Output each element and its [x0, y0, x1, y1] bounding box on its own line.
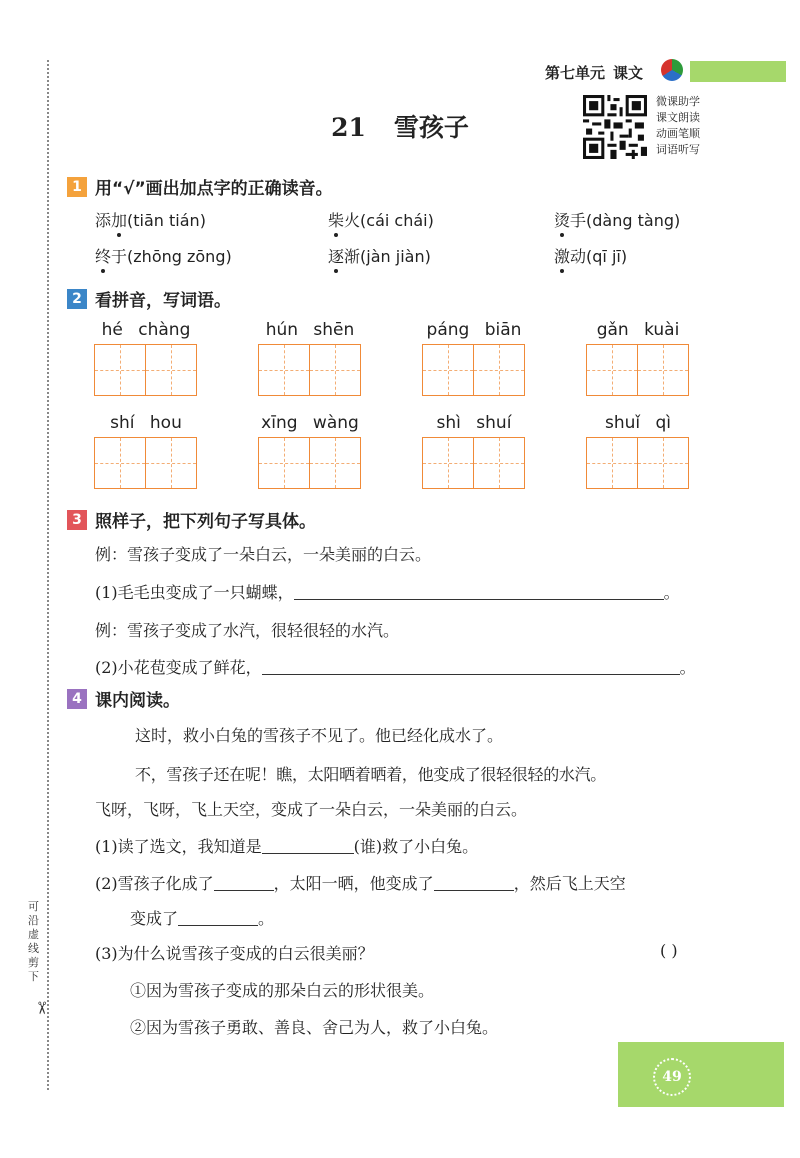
q1-item-6: 激动(qī jī)	[554, 244, 627, 267]
writing-box[interactable]	[586, 344, 638, 396]
unit-ball-icon	[661, 59, 683, 81]
unit-header	[545, 62, 651, 83]
answer-blank[interactable]	[214, 874, 274, 891]
qr-label-4: 词语听写	[656, 143, 700, 156]
qr-label-2: 课文朗读	[656, 111, 700, 124]
unit-label: 第七单元	[545, 64, 606, 82]
q1-item-1: 添加(tiān tián)	[95, 208, 206, 231]
answer-blank[interactable]	[178, 909, 258, 926]
writing-box[interactable]	[146, 344, 197, 396]
option-1: ①因为雪孩子变成的那朵白云的形状很美。	[130, 981, 435, 1000]
q2-title: 看拼音，写词语。	[95, 291, 231, 311]
pinyin-label: shí hou	[110, 413, 182, 433]
q3-example-2: 例：雪孩子变成了水汽，很轻很轻的水汽。	[95, 621, 400, 640]
qr-label-1: 微课助学	[656, 95, 700, 108]
section-label: 课文	[613, 64, 644, 82]
page-number: 49	[653, 1058, 691, 1096]
writing-box[interactable]	[422, 344, 474, 396]
writing-box[interactable]	[146, 437, 197, 489]
q1-number: 1	[67, 177, 87, 197]
writing-box[interactable]	[258, 437, 310, 489]
pinyin-grid-6	[258, 413, 362, 489]
q4-sub-2-cont: 变成了 。	[130, 909, 275, 928]
pinyin-label: gǎn kuài	[596, 320, 680, 340]
writing-box[interactable]	[422, 437, 474, 489]
writing-box[interactable]	[310, 344, 361, 396]
lesson-title	[0, 108, 800, 144]
qr-label-3: 动画笔顺	[656, 127, 700, 140]
pinyin-grid-8	[586, 413, 690, 489]
writing-box[interactable]	[94, 344, 146, 396]
q4-header	[67, 686, 180, 711]
option-2: ②因为雪孩子勇敢、善良、舍己为人，救了小白兔。	[130, 1018, 499, 1037]
q2-header	[67, 286, 231, 311]
lesson-name: 雪孩子	[393, 113, 469, 142]
writing-box[interactable]	[586, 437, 638, 489]
q4-sub-1: (1)读了选文，我知道是 (谁)救了小白兔。	[95, 837, 479, 856]
answer-blank[interactable]	[262, 658, 680, 675]
q1-item-5: 逐渐(jàn jiàn)	[328, 244, 431, 267]
answer-blank[interactable]	[294, 583, 664, 600]
header-green-bar	[690, 61, 786, 82]
scissors-icon: ✂	[31, 1000, 52, 1016]
pinyin-label: páng biān	[426, 320, 522, 340]
writing-box[interactable]	[94, 437, 146, 489]
cut-hint: 可沿虚线剪下	[28, 900, 39, 983]
page-number-bg	[618, 1042, 784, 1107]
writing-box[interactable]	[638, 437, 689, 489]
writing-box[interactable]	[474, 437, 525, 489]
q2-number: 2	[67, 289, 87, 309]
q3-item-1: (1)毛毛虫变成了一只蝴蝶， 。	[95, 583, 680, 602]
lesson-number: 21	[331, 113, 366, 142]
q3-example-1: 例：雪孩子变成了一朵白云，一朵美丽的白云。	[95, 545, 432, 564]
writing-box[interactable]	[310, 437, 361, 489]
q4-number: 4	[67, 689, 87, 709]
pinyin-grid-2	[258, 320, 362, 396]
pinyin-label: hún shēn	[265, 320, 355, 340]
pinyin-grid-3	[422, 320, 526, 396]
passage-line-3: 飞呀，飞呀，飞上天空，变成了一朵白云，一朵美丽的白云。	[95, 800, 528, 819]
q3-item-2: (2)小花苞变成了鲜花， 。	[95, 658, 696, 677]
pinyin-label: xīng wàng	[261, 413, 359, 433]
writing-box[interactable]	[474, 344, 525, 396]
answer-blank[interactable]	[262, 837, 354, 854]
q1-title: 用“√”画出加点字的正确读音。	[95, 179, 333, 199]
q1-row-1	[0, 208, 800, 232]
q3-header	[67, 507, 316, 532]
pinyin-label: shì shuí	[436, 413, 512, 433]
pinyin-grid-4	[586, 320, 690, 396]
q1-item-4: 终于(zhōng zōng)	[95, 244, 232, 267]
pinyin-grid-7	[422, 413, 526, 489]
pinyin-label: hé chàng	[101, 320, 191, 340]
pinyin-label: shuǐ qì	[604, 413, 672, 433]
passage-line-2: 不，雪孩子还在呢！瞧，太阳晒着晒着，他变成了很轻很轻的水汽。	[135, 765, 607, 784]
q4-sub-3: (3)为什么说雪孩子变成的白云很美丽？	[95, 944, 374, 963]
q3-number: 3	[67, 510, 87, 530]
writing-box[interactable]	[258, 344, 310, 396]
q1-item-3: 烫手(dàng tàng)	[554, 208, 680, 231]
answer-blank[interactable]	[434, 874, 514, 891]
q4-sub-2: (2)雪孩子化成了 ，太阳一晒，他变成了 ，然后飞上天空	[95, 874, 626, 893]
pinyin-grid-1	[94, 320, 198, 396]
passage-line-1: 这时，救小白兔的雪孩子不见了。他已经化成水了。	[135, 726, 504, 745]
q1-item-2: 柴火(cái chái)	[328, 208, 434, 231]
answer-paren[interactable]: ( )	[660, 941, 678, 960]
writing-box[interactable]	[638, 344, 689, 396]
pinyin-grid-5	[94, 413, 198, 489]
q3-title: 照样子，把下列句子写具体。	[95, 512, 316, 532]
q1-header	[67, 174, 333, 199]
q4-title: 课内阅读。	[95, 691, 180, 711]
q1-row-2	[0, 244, 800, 268]
